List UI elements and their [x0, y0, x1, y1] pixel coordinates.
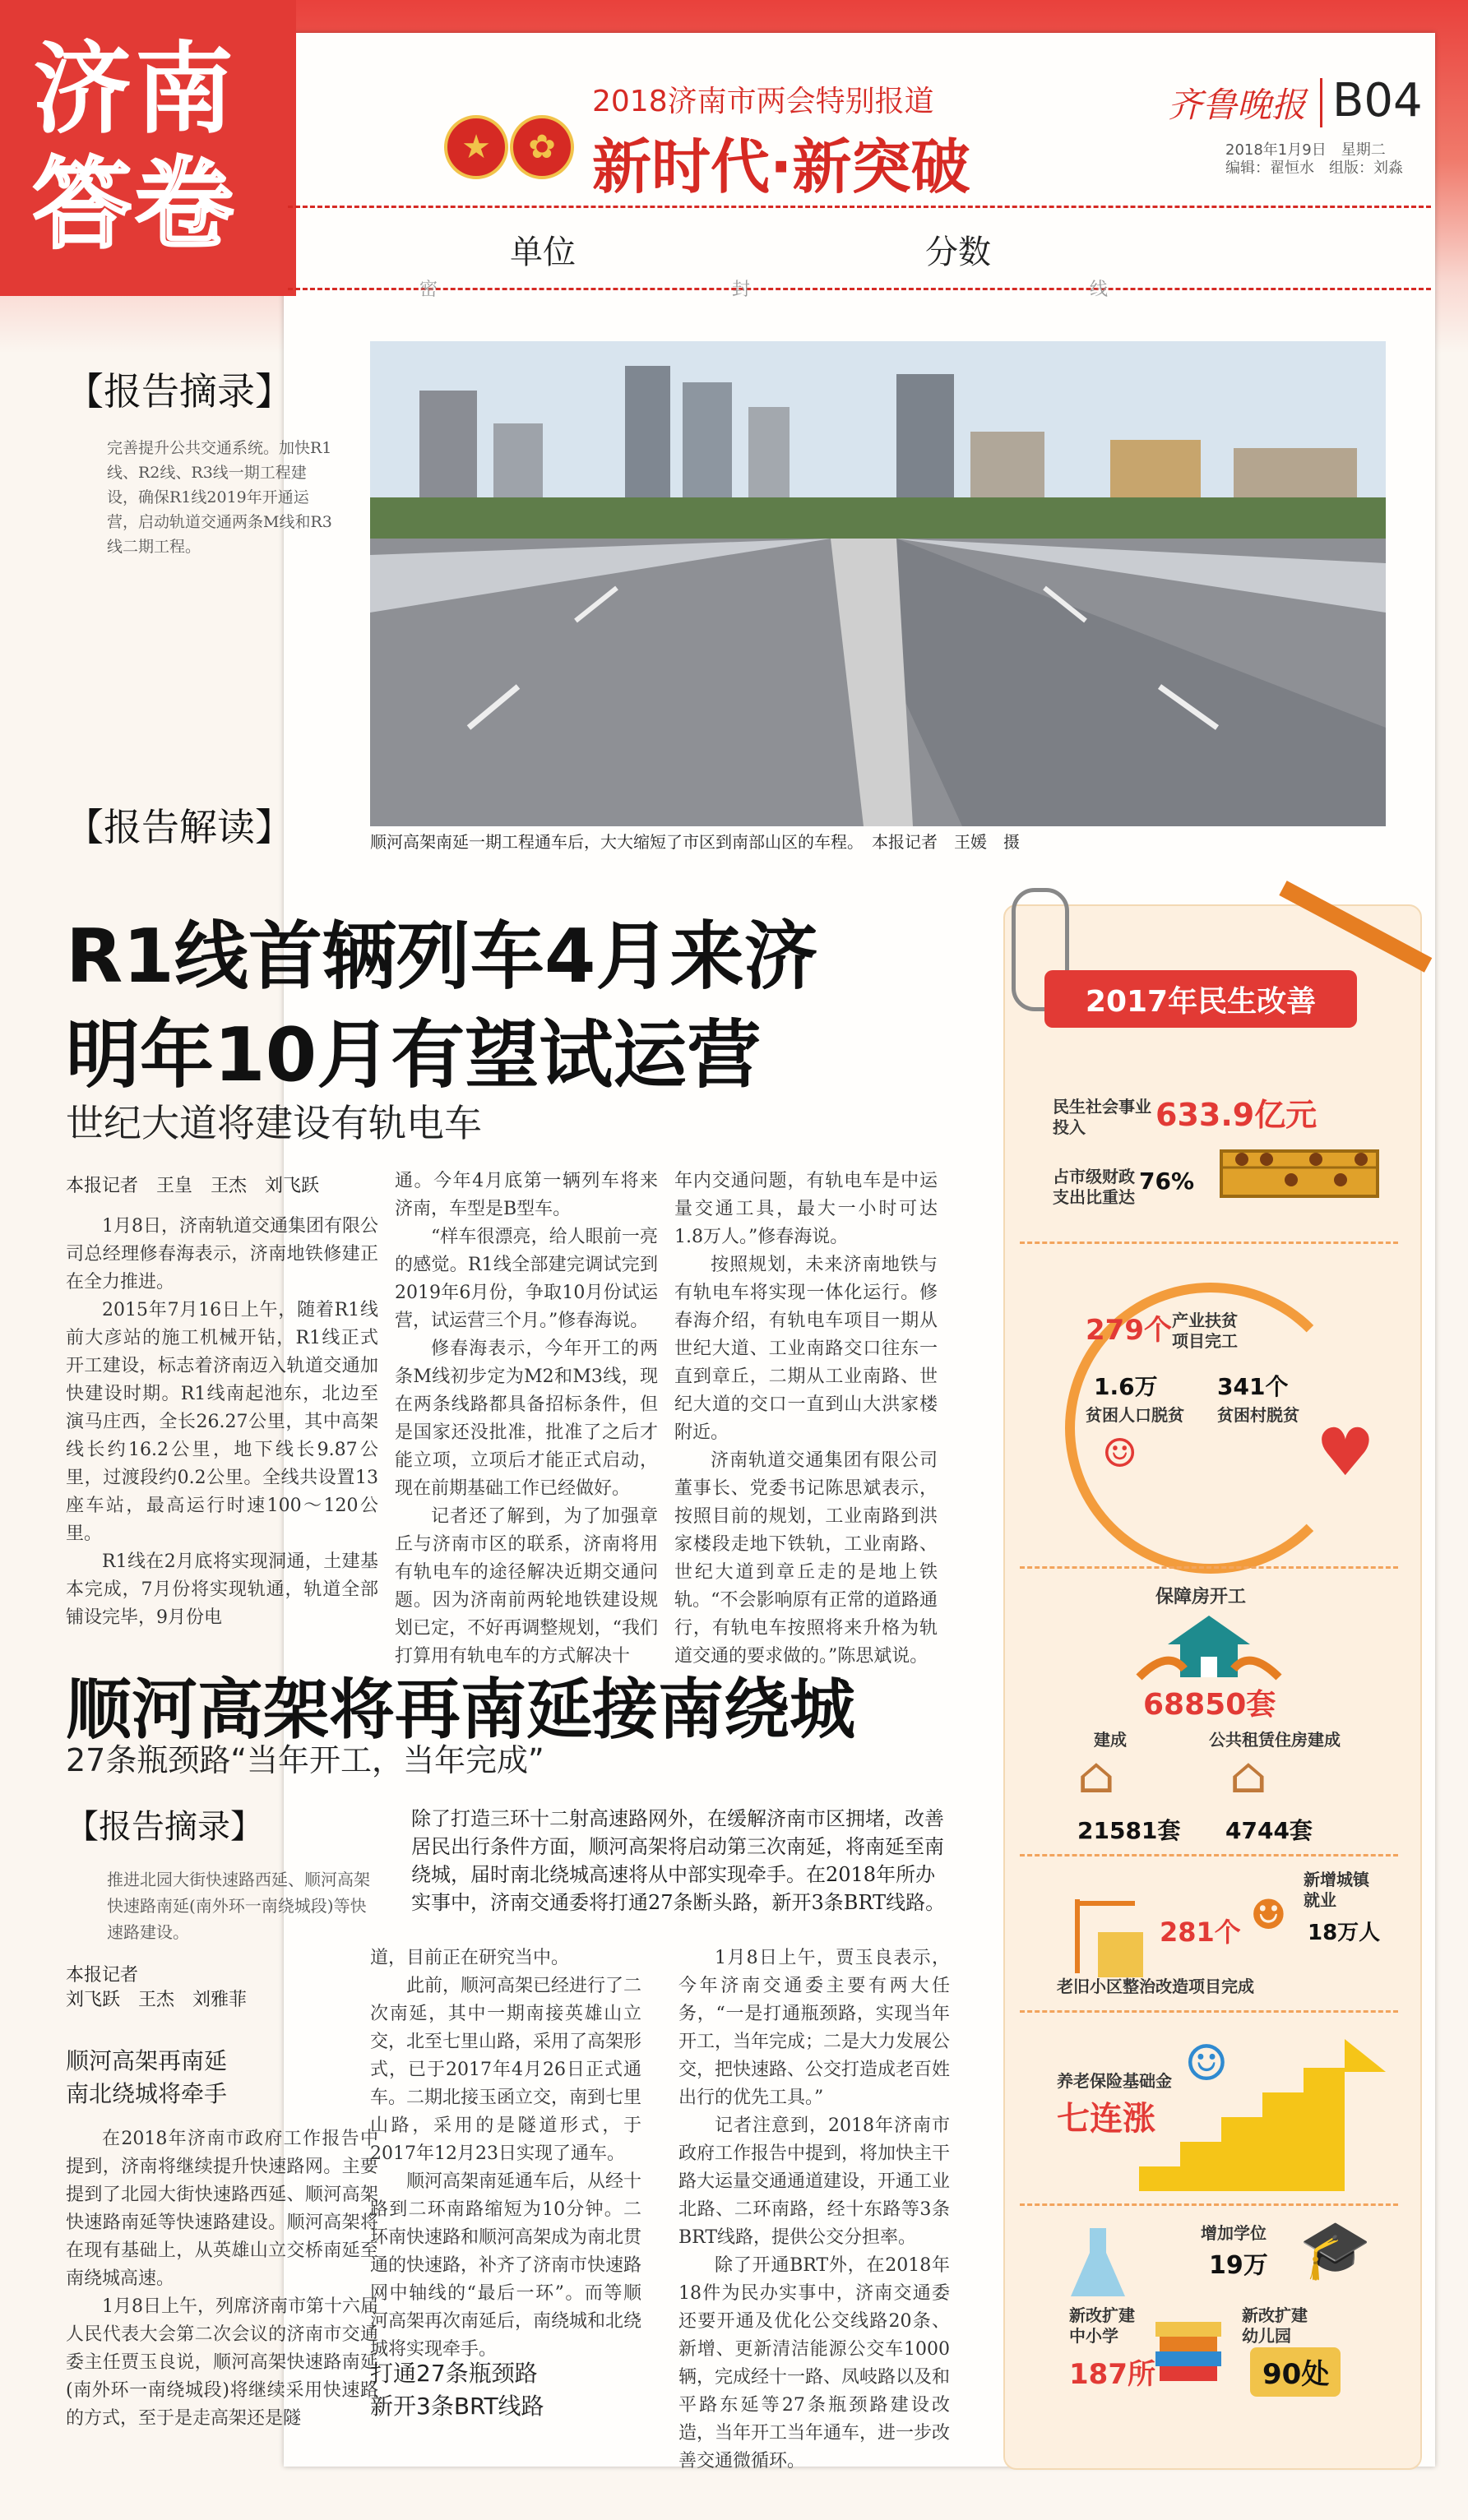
seal-line: [288, 288, 1431, 290]
cppcc-emblem-icon: ✿: [510, 115, 574, 179]
elderly-person-icon: ☺: [1184, 2035, 1229, 2092]
article2-sidehead: 新开3条BRT线路: [370, 2393, 544, 2420]
score-label: 分数: [925, 234, 991, 271]
flask-icon: [1069, 2224, 1127, 2298]
built-value: 21581套: [1077, 1817, 1181, 1844]
paragraph: 在2018年济南市政府工作报告中提到，济南将继续提升快速路网。主要提到了北园大街快速路西延、顺河高架快速路南延等快速路建设。顺河高架将在现有基础上，从英雄山立交桥南延至南绕城高速。: [66, 2129, 378, 2289]
article1-subhead: 世纪大道将建设有轨电车: [66, 1101, 482, 1145]
masthead-divider: [1320, 78, 1322, 127]
primary-label: 新改扩建: [1069, 2305, 1135, 2325]
corner-title-jinan: 济南: [33, 33, 237, 147]
article1-column1: [66, 1213, 378, 1632]
pension-value: 七连涨: [1057, 2100, 1155, 2138]
paragraph: 记者还了解到，为了加强章丘与济南市区的联系，济南将用有轨电车的途径解决近期交通问题。因为济南前两轮地铁建设规划已定，不好再调整规划，“我们打算用有轨电车的方式解决十: [395, 1506, 658, 1667]
invest-label: 民生社会事业: [1053, 1097, 1151, 1117]
corner-title-answer: 答卷: [33, 148, 237, 262]
housing-title: 保障房开工: [1155, 1587, 1247, 1607]
section-divider: [1020, 2010, 1398, 2013]
built-label: 建成: [1094, 1730, 1127, 1750]
invest-label: 投入: [1053, 1117, 1086, 1137]
article1-headline-line1: R1线首辆列车4月来济: [66, 913, 818, 1000]
paragraph: 1月8日上午，贾玉良表示，今年济南交通委主要有两大任务，“一是打通瓶颈路，实现当年开工，当年完成；二是大力发展公交，把快速路、公交打造成老百姓出行的优先工具。”: [678, 1948, 951, 2108]
article2-sidehead: 南北绕城将牵手: [66, 2080, 228, 2107]
national-emblem-icon: ★: [444, 115, 508, 179]
poverty-villages-label: 贫困村脱贫: [1217, 1405, 1299, 1425]
family-icon: ☺: [1102, 1431, 1138, 1477]
paragraph: 年内交通问题，有轨电车是中运量交通工具，最大一小时可达1.8万人。”修春海说。: [674, 1171, 938, 1247]
kindergarten-value: 90处: [1262, 2358, 1330, 2391]
paragraph: R1线在2月底将实现洞通，土建基本完成，7月份将实现轨通，轨道全部铺设完毕，9月份电: [66, 1551, 378, 1628]
poverty-projects-label: 项目完工: [1172, 1331, 1238, 1351]
paragraph: 道，目前正在研究当中。: [370, 1948, 570, 1968]
article2-byline-names: 刘飞跃 王杰 刘雅菲: [66, 1990, 248, 2010]
paragraph: 修春海表示，今年开工的两条M线初步定为M2和M3线，现在两条线路都具备招标条件，但是国家还没批准，批准了之后才能立项，立项后才能正式启动，现在前期基础工作已经做好。: [395, 1339, 658, 1499]
graduation-cap-icon: 🎓: [1299, 2216, 1372, 2283]
article1-headline-line2: 明年10月有望试运营: [66, 1012, 762, 1098]
seal-char: 密: [419, 280, 438, 300]
rental-value: 4744套: [1225, 1817, 1313, 1844]
editor-credits: 编辑：翟恒水 组版：刘淼: [1225, 160, 1403, 177]
paragraph: 顺河高架南延通车后，从经十路到二环南路缩短为10分钟。二环南快速路和顺河高架成为南北贯通的快速路，补齐了济南市快速路网中轴线的“最后一环”。而等顺河高架再次南延后，南绕城和北绕城将实现牵手。: [370, 2171, 642, 2360]
article2-column1: [66, 2125, 378, 2433]
paragraph: 济南轨道交通集团有限公司董事长、党委书记陈思斌表示，按照目前的规划，工业南路到洪家楼段走地下铁轨，工业南路、世纪大道到章丘走的是地上铁轨。“不会影响原有正常的道路通行，有轨电车按照将来升格为轨道交通的要求做的。”陈思斌说。: [674, 1450, 938, 1667]
article2-subhead: 27条瓶颈路“当年开工，当年完成”: [66, 1742, 544, 1778]
old-areas-value: 281个: [1160, 1917, 1241, 1948]
house-hands-icon: [1135, 1611, 1283, 1685]
paragraph: 1月8日，济南轨道交通集团有限公司总经理修春海表示，济南地铁修建正在全力推进。: [66, 1216, 378, 1292]
elevated-road-photo: [370, 341, 1386, 826]
dashed-rule: [288, 206, 1431, 208]
school-seats-value: 19万: [1209, 2251, 1268, 2280]
primary-label: 中小学: [1069, 2326, 1118, 2346]
employment-label: 新增城镇: [1304, 1870, 1369, 1889]
kindergarten-label: 幼儿园: [1242, 2326, 1291, 2346]
paragraph: 此前，顺河高架已经进行了二次南延，其中一期南接英雄山立交，北至七里山路，采用了高架形式，已于2017年4月26日正式通车。二期北接玉函立交，南到七里山路，采用的是隧道形式，于2017年12月23日实现了通车。: [370, 1976, 642, 2164]
article2-byline-label: 本报记者: [66, 1965, 139, 1986]
paragraph: 按照规划，未来济南地铁与有轨电车将实现一体化运行。修春海介绍，有轨电车项目一期从世纪大道、工业南路交口往东一直到章丘，二期从工业南路、世纪大道的交口一直到山大洪家楼附近。: [674, 1255, 938, 1443]
newspaper-masthead: 齐鲁晚报: [1168, 85, 1307, 125]
poverty-projects-value: 279个: [1086, 1314, 1172, 1347]
section-divider: [1020, 1854, 1398, 1856]
paragraph: 2015年7月16日上午，随着R1线前大彦站的施工机械开钻，R1线正式开工建设，标志着济南迈入轨道交通加快建设时期。R1线南起池东，北边至演马庄西，全长26.27公里，其中高架线长约16.2公里，地下线长9.87公里，过渡段约0.2公里。全线共设置13座车站，最高运行时速100～120公里。: [66, 1300, 378, 1544]
infographic-title: 2017年民生改善: [1085, 985, 1317, 1019]
article2-column2: [370, 1944, 641, 2364]
seal-char: 封: [732, 280, 751, 300]
heart-icon: ♥: [1316, 1414, 1375, 1491]
section-divider: [1020, 1566, 1398, 1569]
section-divider: [1020, 2203, 1398, 2206]
unit-label: 单位: [510, 234, 576, 271]
invest-value: 633.9亿元: [1155, 1097, 1317, 1133]
report-summary-title: 【报告摘录】: [66, 369, 293, 414]
rental-label: 公共租赁住房建成: [1209, 1730, 1341, 1750]
paragraph: 除了开通BRT外，在2018年18件为民办实事中，济南交通委还要开通及优化公交线路20条、新增、更新清洁能源公交车1000辆，完成经十一路、凤岐路以及和平路东延等27条瓶颈路建设改造，当年开工当年通车，进一步改善交通微循环。: [678, 2255, 951, 2471]
apartment-icon: ⌂: [1230, 1747, 1267, 1805]
article2-sidehead: 打通27条瓶颈路: [370, 2360, 538, 2387]
abacus-icon: [1217, 1118, 1382, 1200]
issue-date: 2018年1月9日 星期二: [1225, 141, 1386, 159]
report-summary2-title: 【报告摘录】: [66, 1808, 263, 1846]
article1-byline: 本报记者 王皇 王杰 刘飞跃: [66, 1176, 320, 1196]
report-reading-title: 【报告解读】: [66, 805, 293, 849]
paragraph: 通。今年4月底第一辆列车将来济南，车型是B型车。: [395, 1171, 658, 1219]
ratio-label: 占市级财政: [1053, 1167, 1135, 1186]
section-divider: [1020, 1242, 1398, 1244]
special-report-line: 2018济南市两会特别报道: [592, 85, 934, 118]
article2-sidehead: 顺河高架再南延: [66, 2047, 228, 2074]
slogan: 新时代·新突破: [592, 132, 970, 201]
poverty-villages-value: 341个: [1217, 1373, 1289, 1400]
report-summary-text: 完善提升公共交通系统。加快R1线、R2线、R3线一期工程建设，确保R1线2019年开通运营，启动轨道交通两条M线和R3线二期工程。: [107, 439, 332, 556]
kindergarten-label: 新改扩建: [1242, 2305, 1308, 2325]
housing-value: 68850套: [1143, 1688, 1276, 1722]
article1-column3: [674, 1168, 938, 1671]
crane-building-icon: [1061, 1891, 1151, 1981]
employment-value: 18万人: [1308, 1921, 1381, 1945]
primary-value: 187所: [1069, 2358, 1155, 2391]
paragraph: “样车很漂亮，给人眼前一亮的感觉。R1线全部建完调试完到2019年6月份，争取10月份试运营，试运营三个月。”修春海说。: [395, 1227, 658, 1331]
books-icon: [1151, 2294, 1225, 2384]
school-seats-label: 增加学位: [1201, 2223, 1267, 2243]
seal-char: 线: [1090, 280, 1109, 300]
poverty-projects-label: 产业扶贫: [1172, 1311, 1238, 1330]
page-number: B04: [1332, 74, 1423, 127]
ratio-label: 支出比重达: [1053, 1187, 1135, 1207]
article1-column2: [395, 1168, 658, 1671]
worker-icon: ☻: [1250, 1891, 1287, 1939]
poverty-people-label: 贫困人口脱贫: [1086, 1405, 1184, 1425]
pension-label: 养老保险基础金: [1057, 2071, 1172, 2091]
poverty-people-value: 1.6万: [1094, 1373, 1158, 1400]
article2-intro: 除了打造三环十二射高速路网外，在缓解济南市区拥堵，改善居民出行条件方面，顺河高架将启动第三次南延，将南延至南绕城，届时南北绕城高速将从中部实现牵手。在2018年所办实事中，济南交通委将打通27条断头路，新开3条BRT线路。: [411, 1807, 946, 1914]
paragraph: 记者注意到，2018年济南市政府工作报告中提到，将加快主干路大运量交通通道建设，开通工业北路、二环南路，经十东路等3条BRT线路，提供公交分担率。: [678, 2115, 951, 2248]
report-summary2-text: 推进北园大街快速路西延、顺河高架快速路南延(南外环一南绕城段)等快速路建设。: [107, 1870, 370, 1942]
ratio-value: 76%: [1139, 1168, 1195, 1195]
house-icon: ⌂: [1077, 1747, 1115, 1805]
article2-headline: 顺河高架将再南延接南绕城: [66, 1672, 855, 1748]
article2-column3: [678, 1944, 950, 2476]
old-areas-label: 老旧小区整治改造项目完成: [1057, 1977, 1254, 1996]
paragraph: 1月8日上午，列席济南市第十六届人民代表大会第二次会议的济南市交通委主任贾玉良说，顺河高架快速路南延(南外环一南绕城段)将继续采用快速路的方式，至于是走高架还是隧: [66, 2296, 378, 2429]
photo-caption: 顺河高架南延一期工程通车后，大大缩短了市区到南部山区的车程。 本报记者 王媛 摄: [370, 832, 1020, 852]
employment-label: 就业: [1304, 1890, 1336, 1910]
